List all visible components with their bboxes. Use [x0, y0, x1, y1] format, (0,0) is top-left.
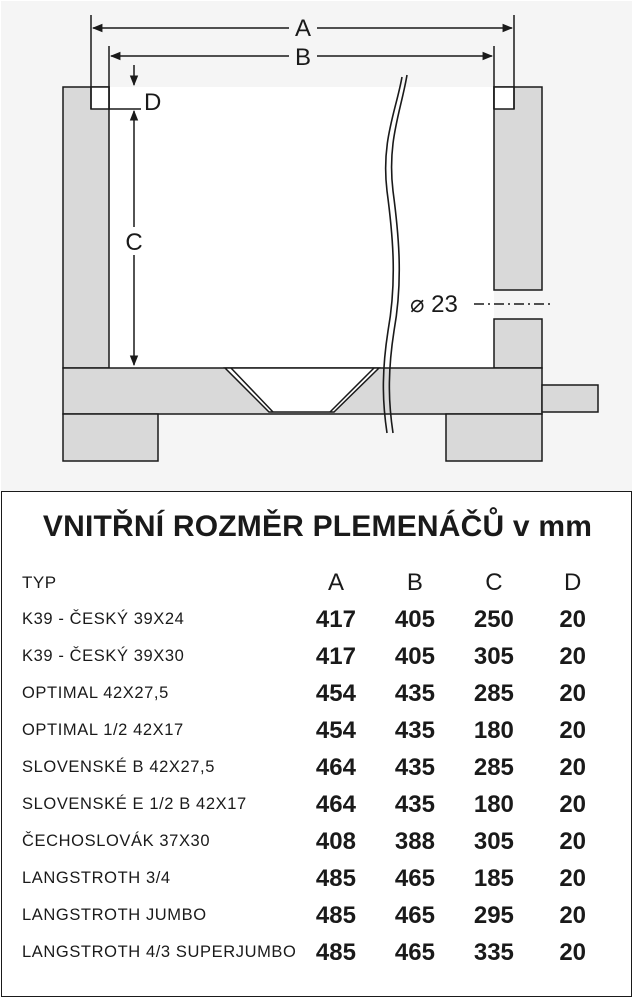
- row-a: 408: [315, 827, 356, 855]
- row-d: 20: [559, 938, 587, 966]
- row-c: 250: [473, 605, 514, 633]
- dimensions-table: [22, 564, 612, 971]
- frame-opening: [109, 87, 494, 368]
- row-a: 464: [315, 790, 356, 818]
- top-bar-right-lug: [494, 87, 514, 109]
- row-name: OPTIMAL 1/2 42X17: [22, 721, 184, 739]
- row-name: K39 - ČESKÝ 39X30: [22, 647, 185, 665]
- row-name: ČECHOSLOVÁK 37X30: [22, 832, 211, 850]
- row-a: 485: [315, 864, 356, 892]
- row-b: 435: [394, 790, 435, 818]
- top-bar-left-lug: [91, 87, 109, 109]
- table-header-row: [22, 564, 612, 601]
- row-name: LANGSTROTH 3/4: [22, 869, 171, 887]
- table-row: [22, 675, 612, 712]
- table-row: [22, 897, 612, 934]
- header-b: B: [406, 568, 423, 596]
- table-title: VNITŘNÍ ROZMĚR PLEMENÁČŮ v mm: [42, 510, 593, 543]
- row-d: 20: [559, 605, 587, 633]
- row-b: 435: [394, 753, 435, 781]
- row-a: 454: [315, 716, 356, 744]
- row-name: LANGSTROTH JUMBO: [22, 906, 207, 924]
- row-d: 20: [559, 716, 587, 744]
- right-extension: [542, 385, 598, 412]
- row-d: 20: [559, 790, 587, 818]
- row-b: 465: [394, 864, 435, 892]
- table-row: [22, 934, 612, 971]
- row-b: 388: [394, 827, 435, 855]
- row-c: 305: [473, 827, 514, 855]
- row-b: 465: [394, 938, 435, 966]
- left-side-bar: [63, 87, 109, 368]
- hive-frame-diagram: [1, 1, 632, 492]
- row-a: 485: [315, 938, 356, 966]
- row-name: K39 - ČESKÝ 39X24: [22, 610, 185, 628]
- row-a: 464: [315, 753, 356, 781]
- right-side-bar-lower: [494, 319, 542, 368]
- table-row: [22, 601, 612, 638]
- dimension-b-label: B: [294, 44, 312, 71]
- row-d: 20: [559, 827, 587, 855]
- row-b: 405: [394, 605, 435, 633]
- header-typ: TYP: [22, 572, 57, 592]
- row-a: 454: [315, 679, 356, 707]
- table-row: [22, 823, 612, 860]
- row-c: 180: [473, 716, 514, 744]
- row-c: 295: [473, 901, 514, 929]
- diagram-svg: [1, 1, 632, 492]
- row-a: 417: [315, 605, 356, 633]
- row-b: 435: [394, 679, 435, 707]
- header-c: C: [485, 568, 503, 596]
- row-d: 20: [559, 679, 587, 707]
- row-c: 285: [473, 753, 514, 781]
- row-name: LANGSTROTH 4/3 SUPERJUMBO: [22, 943, 297, 961]
- row-a: 417: [315, 642, 356, 670]
- row-c: 335: [473, 938, 514, 966]
- row-c: 180: [473, 790, 514, 818]
- right-side-bar-upper: [494, 87, 542, 290]
- row-d: 20: [559, 642, 587, 670]
- table-row: [22, 638, 612, 675]
- row-d: 20: [559, 864, 587, 892]
- row-b: 465: [394, 901, 435, 929]
- row-c: 305: [473, 642, 514, 670]
- row-name: SLOVENSKÉ E 1/2 B 42X17: [22, 795, 247, 813]
- left-foot: [63, 414, 158, 461]
- table-row: [22, 749, 612, 786]
- row-d: 20: [559, 753, 587, 781]
- row-d: 20: [559, 901, 587, 929]
- row-c: 185: [473, 864, 514, 892]
- row-a: 485: [315, 901, 356, 929]
- header-d: D: [564, 568, 582, 596]
- dimension-a-label: A: [294, 15, 312, 42]
- row-b: 435: [394, 716, 435, 744]
- table-row: [22, 712, 612, 749]
- row-name: OPTIMAL 42X27,5: [22, 684, 169, 702]
- hole-diameter-label: ⌀ 23: [410, 291, 458, 318]
- dimension-c-label: C: [125, 229, 143, 256]
- table-row: [22, 860, 612, 897]
- row-name: SLOVENSKÉ B 42X27,5: [22, 758, 216, 776]
- header-a: A: [327, 568, 344, 596]
- table-row: [22, 786, 612, 823]
- row-c: 285: [473, 679, 514, 707]
- row-b: 405: [394, 642, 435, 670]
- right-foot: [446, 414, 542, 461]
- dimension-d-label: D: [144, 89, 162, 116]
